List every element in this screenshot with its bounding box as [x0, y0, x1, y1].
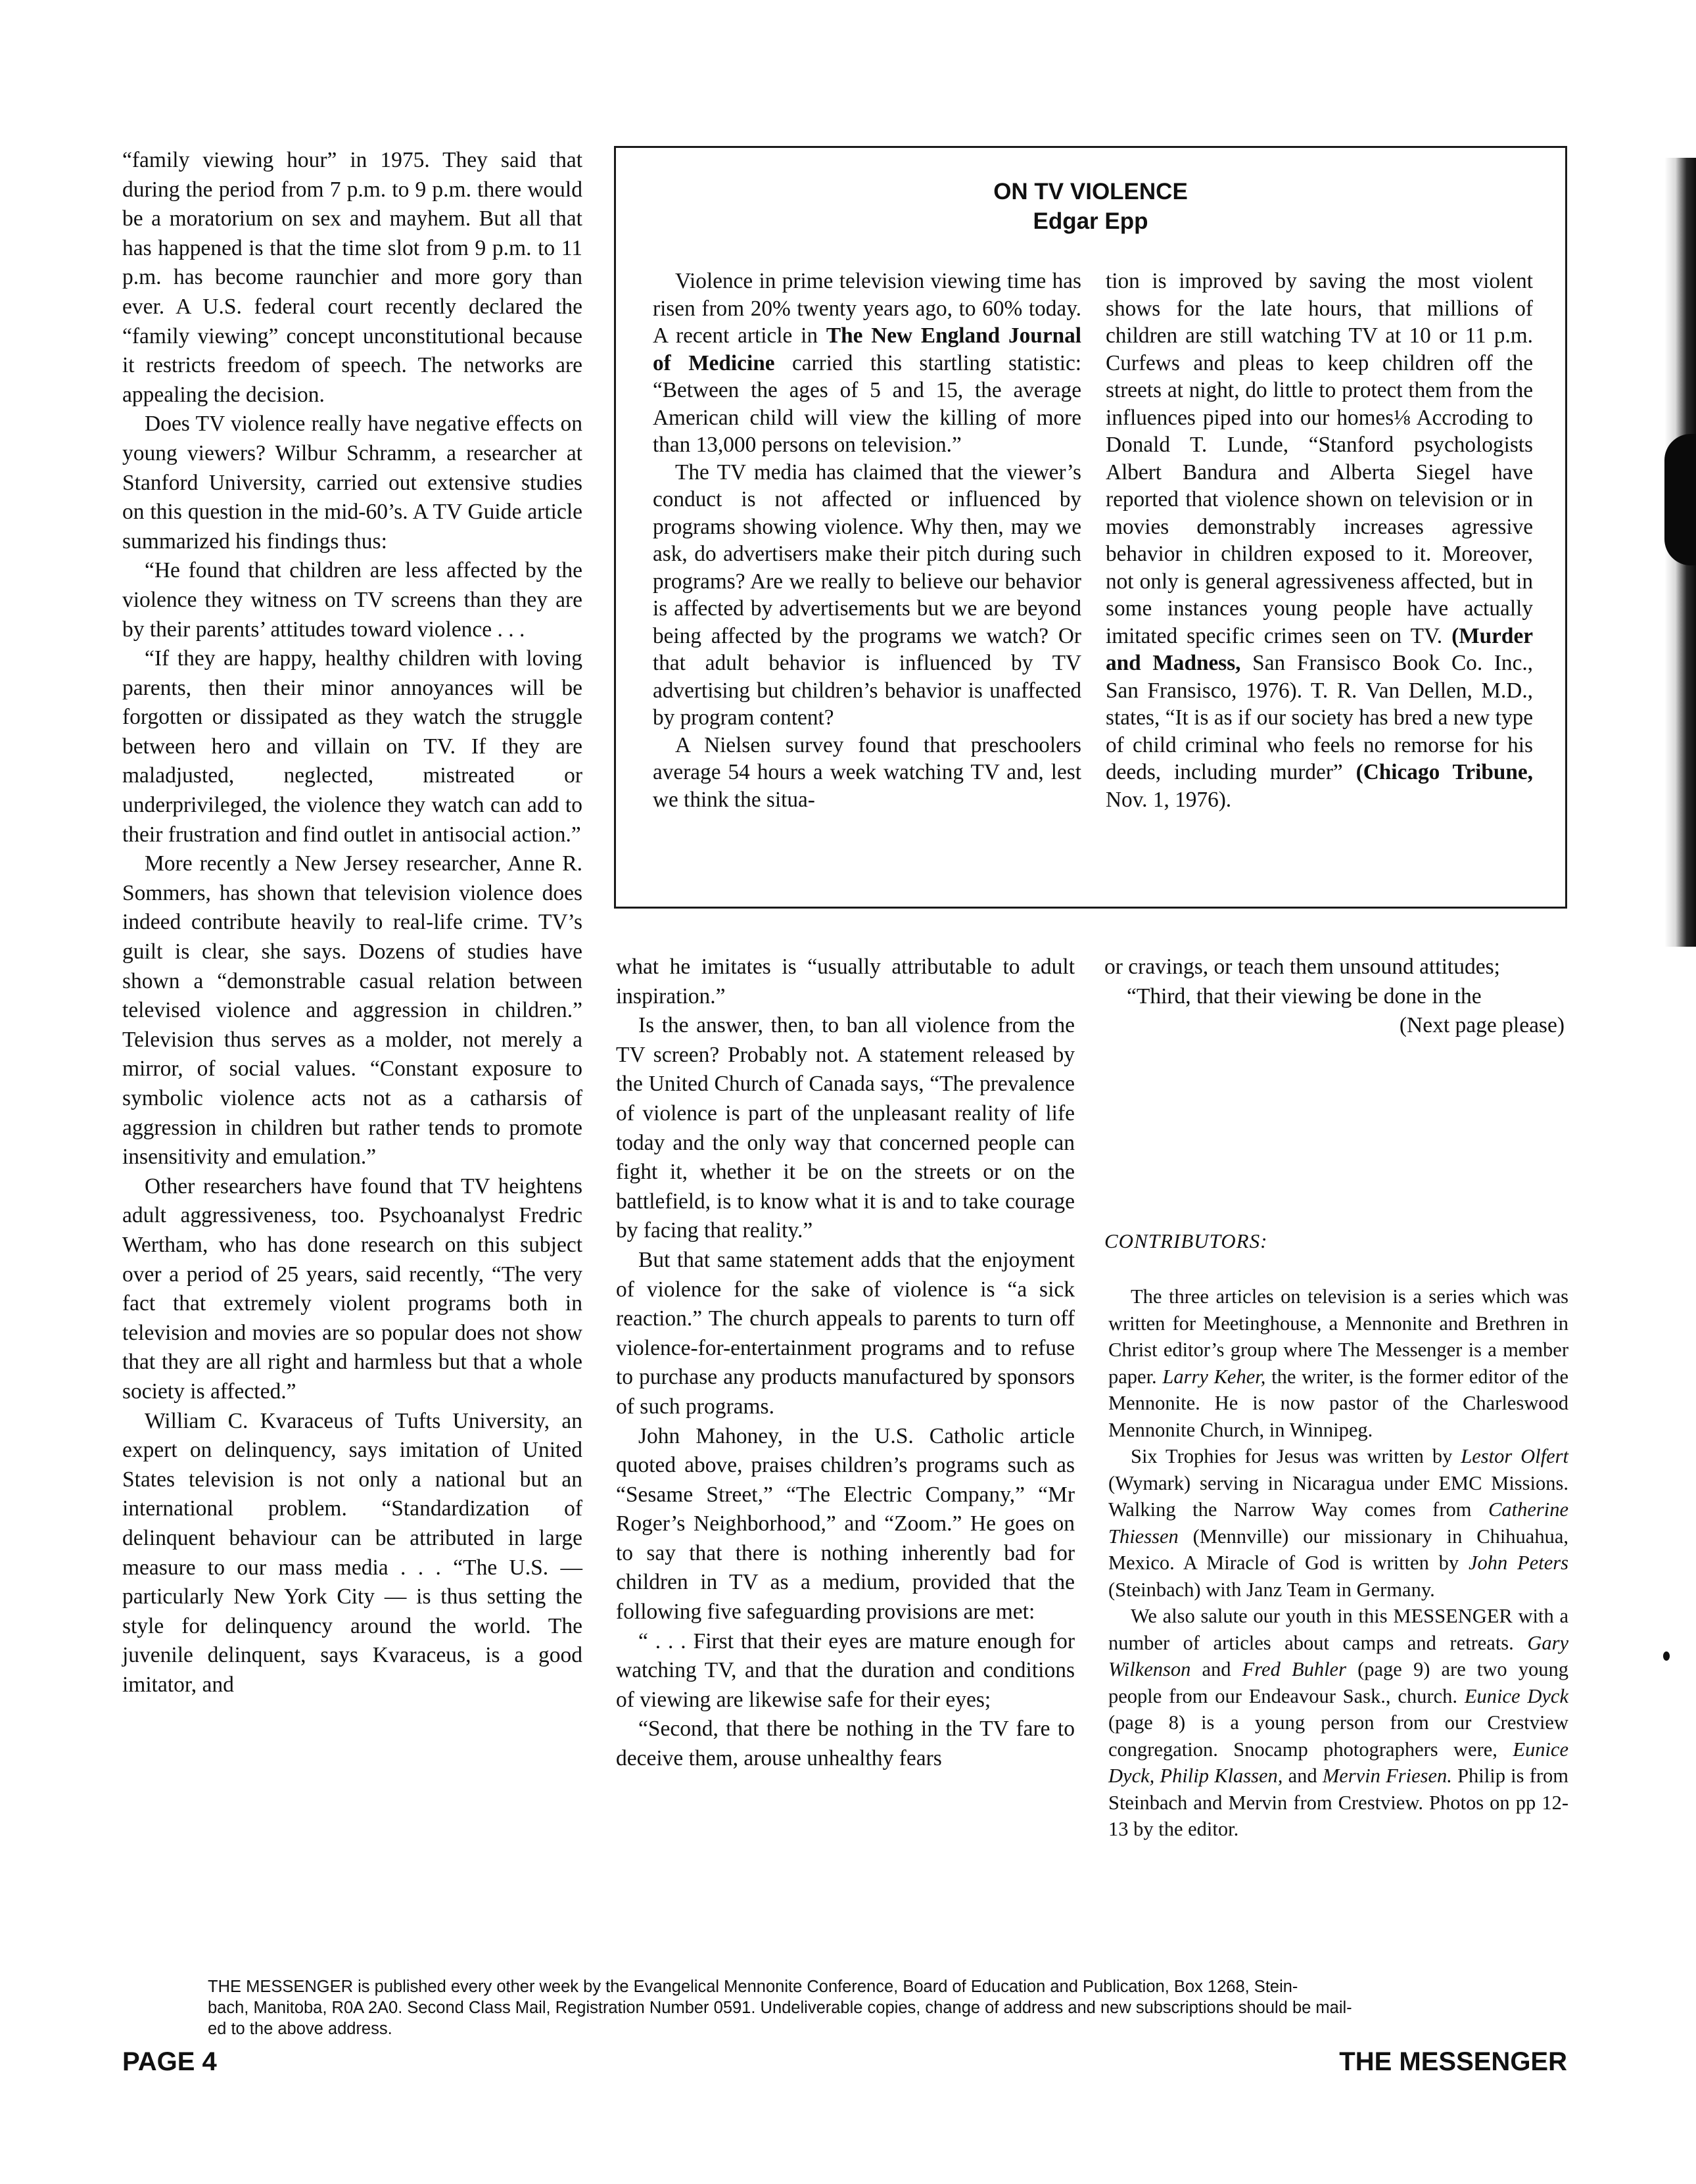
magazine-name: THE MESSENGER [1339, 2047, 1567, 2076]
publication-note [122, 1976, 1568, 2039]
article-column-1 [122, 146, 582, 1699]
paragraph: tion is improved by saving the most violent shows for the late hours, that millions of children are still watching TV at 10 or 11 p.m. Curfews and pleas to keep children off the streets at night, do little to protect them from the influences piped into our homes⅛ Accroding to Donald T. Lunde, “Stanford psychologists Albert Bandura and Alberta Siegel have reported that violence shown on television or in movies demonstrably increases agressive behavior in children exposed to it. Moreover, not only is general agressiveness affected, but in some instances young people have actually imitated specific crimes seen on TV. (Murder and Madness, San Fransisco Book Co. Inc., San Fransisco, 1976). T. R. Van Dellen, M.D., states, “It is as if our society has bred a new type of child criminal who feels no remorse for his deeds, including murder” (Chicago Tribune, Nov. 1, 1976). [1106, 269, 1533, 812]
contributors-section [1108, 1283, 1568, 1843]
paragraph: or cravings, or teach them unsound attitudes; [1104, 955, 1500, 979]
paragraph: William C. Kvaraceus of Tufts University, an expert on delinquency, says imitation of United States television is not only a national but an international problem. “Standardization of delinquent behaviour can be attributed in large measure to our mass media . . . “The U.S. — particularly New York City — is thus setting the style for delinquency around the world. The juvenile delinquent, says Kvaraceus, is a good imitator, and [122, 1408, 582, 1697]
paragraph: what he imitates is “usually attributable to adult inspiration.” [616, 955, 1075, 1009]
sidebar-title: ON TV VIOLENCE [993, 179, 1188, 204]
publication-note-line: bach, Manitoba, R0A 2A0. Second Class Mail, Registration Number 0591. Undeliverable copies, change of address and new subscriptions should be mail- [208, 1999, 1352, 2017]
paragraph: Other researchers have found that TV heightens adult aggressiveness, too. Psychoanalyst Fredric Wertham, who has done research on this subject over a period of 25 years, said recently, “The very fact that extremely violent programs both in television and movies are so popular does not show that they are all right and harmless but that a whole society is affected.” [122, 1174, 582, 1404]
sidebar-column-left [653, 268, 1081, 813]
page-number: PAGE 4 [122, 2047, 217, 2076]
sidebar-box [614, 146, 1567, 909]
paragraph: The three articles on television is a series which was written for Meetinghouse, a Mennonite and Brethren in Christ editor’s group where The Messenger is a member paper. Larry Keher, the writer, is the former editor of the Mennonite. He is now pastor of the Charleswood Mennonite Church, in Winnipeg. [1108, 1285, 1568, 1441]
paragraph: More recently a New Jersey researcher, Anne R. Sommers, has shown that television violence does indeed contribute heavily to real-life crime. TV’s guilt is clear, she says. Dozens of studies have shown a “demonstrable casual relation between televised violence and aggression in children.” Television thus serves as a molder, not merely a mirror, of social values. “Constant exposure to symbolic violence acts not as a catharsis of aggression in children but rather tends to promote insensitivity and emulation.” [122, 851, 582, 1170]
paragraph: Does TV violence really have negative effects on young viewers? Wilbur Schramm, a researcher at Stanford University, carried out extensive studies on this question in the mid-60’s. A TV Guide article summarized his findings thus: [122, 412, 582, 554]
book-title: (Murder and Madness, [1106, 623, 1533, 675]
paragraph: Violence in prime television viewing time has risen from 20% twenty years ago, to 60% today. A recent article in The New England Journal of Medicine carried this startling statistic: “Between the ages of 5 and 15, the average American child will view the killing of more than 13,000 persons on television.” [653, 269, 1082, 457]
article-column-2 [616, 953, 1075, 1774]
sidebar-author: Edgar Epp [1033, 208, 1148, 234]
article-column-3 [1104, 953, 1565, 1041]
paragraph: “Second, that there be nothing in the TV fare to deceive them, arouse unhealthy fears [616, 1717, 1075, 1771]
journal-title: The New England Journal of Medicine [653, 323, 1082, 375]
paragraph: The TV media has claimed that the viewer’s conduct is not affected or influenced by programs showing violence. Why then, may we ask, do advertisers make their pitch during such programs? Are we really to believe our behavior is affected by advertisements but we are beyond being affected by the programs we watch? Or that adult behavior is influenced by TV advertising but children’s behavior is unaffected by program content? [653, 460, 1081, 730]
paragraph: “ . . . First that their eyes are mature enough for watching TV, and that the duration and conditions of viewing are likewise safe for their eyes; [616, 1628, 1075, 1712]
paragraph: Is the answer, then, to ban all violence from the TV screen? Probably not. A statement released by the United Church of Canada says, “The prevalence of violence is part of the unpleasant reality of life today and the only way that concerned people can fight it, whether it be on the streets or on the battlefield, is to know what it is and to take courage by facing that reality.” [616, 1013, 1075, 1243]
newspaper-title: (Chicago Tribune, [1355, 760, 1533, 784]
paragraph: A Nielsen survey found that preschoolers average 54 hours a week watching TV and, lest we think the situa- [653, 732, 1081, 812]
scan-dot-mark [1663, 1651, 1670, 1661]
paragraph: John Mahoney, in the U.S. Catholic article quoted above, praises children’s programs such as “Sesame Street,” “The Electric Company,” “Mr Roger’s Neighborhood,” and “Zoom.” He goes on to say that there is nothing inherently bad for children in TV as a medium, provided that the following five safeguarding provisions are met: [616, 1423, 1075, 1625]
next-page-note: (Next page please) [1399, 1013, 1565, 1038]
paragraph: Six Trophies for Jesus was written by Lestor Olfert (Wymark) serving in Nicaragua under EMC Missions. Walking the Narrow Way comes from Catherine Thiessen (Mennville) our missionary in Chihuahua, Mexico. A Miracle of God is written by John Peters (Steinbach) with Janz Team in Germany. [1108, 1445, 1568, 1601]
publication-note-line: ed to the above address. [208, 2020, 392, 2038]
paragraph: “family viewing hour” in 1975. They said that during the period from 7 p.m. to 9 p.m. there would be a moratorium on sex and mayhem. But all that has happened is that the time slot from 9 p.m. to 11 p.m. has become raunchier and more gory than ever. A U.S. federal court recently declared the “family viewing” concept unconstitutional because it restricts freedom of speech. The networks are appealing the decision. [122, 148, 582, 407]
contributors-heading: CONTRIBUTORS: [1104, 1229, 1268, 1252]
publication-note-line: THE MESSENGER is published every other week by the Evangelical Mennonite Conference, Board of Education and Publication, Box 1268, Stein- [208, 1978, 1298, 1996]
paragraph: “If they are happy, healthy children with loving parents, then their minor annoyances will be forgotten or dissipated as they watch the struggle between hero and villain on TV. If they are maladjusted, neglected, mistreated or underprivileged, the violence they watch can add to their frustration and find outlet in antisocial action.” [122, 646, 582, 847]
paragraph: But that same statement adds that the enjoyment of violence for the sake of violence is “a sick reaction.” The church appeals to parents to turn off violence-for-entertainment programs and to refuse to purchase any products manufactured by sponsors of such programs. [616, 1247, 1075, 1419]
paragraph: “He found that children are less affected by the violence they witness on TV screens than they are by their parents’ attitudes toward violence . . . [122, 558, 582, 642]
sidebar-column-right [1106, 268, 1533, 813]
paragraph: We also salute our youth in this MESSENGER with a number of articles about camps and retreats. Gary Wilkenson and Fred Buhler (page 9) are two young people from our Endeavour Sask., church. Eunice Dyck (page 8) is a young person from our Crestview congregation. Snocamp photographers were, Eunice Dyck, Philip Klassen, and Mervin Friesen. Philip is from Steinbach and Mervin from Crestview. Photos on pp 12-13 by the editor. [1108, 1605, 1568, 1840]
scan-edge-mark [1664, 434, 1696, 565]
paragraph: “Third, that their viewing be done in the [1127, 984, 1482, 1009]
